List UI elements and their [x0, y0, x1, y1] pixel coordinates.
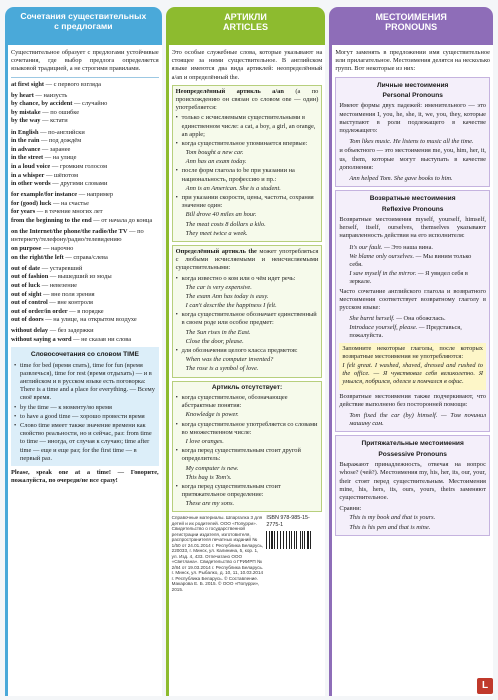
- phrase-en: on the Internet/the phone/the radio/the TV: [11, 228, 128, 236]
- phrase-ru: на улице, на открытом воздухе: [53, 316, 137, 324]
- definite-article-box: [172, 245, 323, 378]
- rule-example: This bag is Tom's.: [185, 473, 232, 481]
- compare-example: This is my book and that is yours.: [349, 514, 436, 522]
- barcode-block: [266, 515, 322, 592]
- column-body: [5, 45, 162, 696]
- reflexive-text-3: Возвратные местоимения также подчеркивают, что действие выполнено без посторонней помощи:: [339, 392, 486, 408]
- phrase-ru: вне контроля: [57, 299, 93, 307]
- example-ru: Представься, пожалуйста.: [349, 324, 462, 340]
- phrase-en: by heart: [11, 91, 34, 99]
- rule-item: • когда перед существительным стоит другой определитель:: [176, 447, 319, 463]
- possessive-title: Притяжательные местоимения: [361, 440, 464, 448]
- personal-text: Имеют формы двух падежей: именительного — это местоимения I, you, he, she, it, we, you, they, которые выступают в роли подлежащего в качестве подлежащего:: [339, 102, 486, 134]
- phrase-row: out of sight — вне поля зрения: [11, 290, 95, 298]
- phrase-groups: [11, 81, 159, 345]
- rule-example: Knowledge is power.: [185, 411, 239, 419]
- possessive-pronouns-box: [335, 435, 490, 535]
- phrase-row: on purpose — нарочно: [11, 245, 74, 253]
- example-row: Introduce yourself, please. — Представься, пожалуйста.: [349, 324, 462, 340]
- phrase-ru: наизусть: [43, 91, 68, 99]
- phrase-group: [11, 327, 159, 344]
- phrase-ru: под дождём: [49, 137, 82, 145]
- phrase-row: out of order/in order — в порядке: [11, 307, 104, 315]
- possessive-text: Выражают принадлежность, отвечая на вопрос whose? (чей?). Местоимения my, his, her, its, our, your, their стоят перед существительным. Местоимения mine, his, hers, its, ours, yours, theirs заменяют существительное.: [339, 461, 486, 501]
- example-ru: Я увидел себя в зеркале.: [349, 270, 468, 286]
- phrase-ru: кстати: [50, 117, 68, 125]
- reflexive-examples: [339, 244, 486, 287]
- phrase-row: for (good) luck — на счастье: [11, 199, 89, 207]
- column-header-pronouns: [329, 7, 493, 45]
- phrase-group: [11, 265, 159, 325]
- zero-title: Артикль отсутствует:: [211, 383, 283, 391]
- rule-example: Tom bought a new car.: [185, 149, 244, 157]
- phrase-row: in a whisper — шёпотом: [11, 171, 79, 179]
- phrase-row: in a loud voice — громким голосом: [11, 162, 108, 170]
- phrase-group: [11, 81, 159, 89]
- phrase-ru: в порядке: [77, 307, 104, 315]
- phrase-ru: по-английски: [48, 128, 85, 136]
- phrase-row: for example/for instance — например: [11, 191, 114, 199]
- phrase-en: by chance, by accident: [11, 100, 73, 108]
- compare-label: Сравни:: [339, 505, 362, 513]
- rule-example: The rose is a symbol of love.: [185, 365, 259, 373]
- remember-example: I felt great. I washed, shaved, dressed and rushed to the office. — Я чувствовал себя великолепно. Я умылся, побрился, оделся и помчался в офис.: [342, 362, 483, 386]
- column-title-line2: ARTICLES: [223, 22, 268, 33]
- phrase-group: [11, 129, 159, 189]
- phrase-ru: по интернету/телефону/радио/телевидению: [11, 228, 144, 244]
- rule-example: When was the computer invented?: [185, 356, 274, 364]
- phrase-en: from the beginning to the end: [11, 217, 92, 225]
- time-item: • to have a good time — хорошо провести время: [14, 413, 156, 421]
- phrase-en: without delay: [11, 327, 49, 335]
- phrase-ru: на счастье: [60, 199, 89, 207]
- rule-example: Ann has an exam today.: [185, 158, 247, 166]
- phrase-en: by the way: [11, 117, 41, 125]
- phrase-ru: нарочно: [50, 245, 74, 253]
- phrase-group: [11, 228, 159, 262]
- phrase-ru: случайно: [82, 100, 108, 108]
- phrase-row: at first sight — с первого взгляда: [11, 80, 101, 88]
- phrase-en: in the rain: [11, 137, 40, 145]
- divider: [11, 77, 159, 78]
- phrase-ru: без задержки: [57, 327, 94, 335]
- example-en: We blame only ourselves.: [349, 252, 415, 260]
- rule-example: The exam Ann has today is easy.: [185, 292, 269, 300]
- phrase-en: out of order/in order: [11, 307, 68, 315]
- phrase-en: for (good) luck: [11, 199, 52, 207]
- rule-item: • после форм глагола to be при указании на национальность, профессию и пр.:: [176, 167, 319, 183]
- phrase-ru: заранее: [49, 145, 71, 153]
- example-row: She burnt herself. — Она обожглась.: [349, 315, 446, 323]
- example-row: We blame only ourselves. — Мы виним только себя.: [349, 252, 472, 268]
- rule-item: • когда перед существительным стоит притяжательное определение:: [176, 483, 319, 499]
- def-note: может употребляться с любыми исчисляемыми и неисчисляемыми существительными:: [175, 247, 319, 272]
- phrase-group: [11, 92, 159, 126]
- phrase-row: out of fashion — вышедший из моды: [11, 273, 112, 281]
- personal-text-2: и объектного — это местоимения me, you, him, her, it, us, them, которые могут выступать в качестве дополнения:: [339, 147, 486, 171]
- time-item: • time for bed (время спать), time for fun (время развлечься), time for rest (время отдыхать) — и в английском и в русском языке есть поговорка: There is a time and a place for everything. — Всему своё время.: [14, 362, 156, 403]
- rule-item: • когда известно о ком или о чём идет речь:: [176, 275, 319, 283]
- phrase-row: out of luck — невезение: [11, 281, 77, 289]
- phrase-ru: справа/слева: [73, 253, 108, 261]
- phrase-row: on the Internet/the phone/the radio/the TV — по интернету/телефону/радио/телевидению: [11, 228, 144, 244]
- indef-title: Неопределённый артикль a/an: [175, 87, 284, 95]
- def-title: Определённый артикль the: [175, 247, 257, 255]
- reflexive-pronouns-box: [335, 190, 490, 432]
- def-list: [176, 275, 319, 374]
- time-section: [11, 347, 159, 466]
- phrase-row: in the rain — под дождём: [11, 137, 82, 145]
- rule-example: The Sun rises in the East.: [185, 328, 251, 336]
- phrase-ru: в течение многих лет: [44, 208, 103, 216]
- rule-item: • для обозначения целого класса предметов:: [176, 347, 319, 355]
- example-ru: Мы виним только себя.: [349, 252, 472, 268]
- phrase-ru: громким голосом: [59, 162, 108, 170]
- example-en: She burnt herself.: [349, 315, 395, 323]
- phrase-en: in other words: [11, 180, 51, 188]
- column-title-line1: МЕСТОИМЕНИЯ: [375, 12, 447, 22]
- time-list: [14, 362, 156, 463]
- phrase-ru: другими словами: [60, 180, 108, 188]
- phrase-en: in advance: [11, 145, 41, 153]
- rule-item: • при указании скорости, цены, частоты, сохраняя значение один:: [176, 194, 319, 210]
- remember-note: [339, 343, 486, 390]
- indef-list: [176, 114, 319, 238]
- phrase-en: by mistake: [11, 108, 41, 116]
- rule-example: The meat costs 8 dollars a kilo.: [185, 220, 266, 228]
- zero-list: [176, 394, 319, 508]
- personal-title-en: Personal Pronouns: [382, 92, 443, 99]
- rule-item: • когда существительное употребляется со словами во множественном числе:: [176, 421, 319, 437]
- column-noun-prepositions: [5, 7, 162, 696]
- reflexive-examples-2: [339, 315, 486, 341]
- imprint-text: Справочные материалы. Шпаргалка 3 для детей и их родителей. ООО «Попурри». Свидетельство о государственной регистрации издателя, изготовителя, распространителя печатных изданий № 1/50 от 24.01.2014 г. Республика Беларусь, 220033, г. Минск, ул. Калинина, 5, кор. 1, ул. Изд. 4, 433. Отпечатано ООО «Светлана». Свидетельство о ГРИИРП № 2/84 от 19.03.2014 г. Республика Беларусь. г. Минск, ул. Рыбалко, д. 10, 11, 10.03.2014 г. Республика Беларусь. © Составление. Макарова Е. Б. 2015. © ООО «Попурри», 2015.: [171, 515, 264, 592]
- intro-text: Существительное образует с предлогами устойчивые сочетания, где выбор предлога определяется языковой традицией, а не строгими правилами.: [11, 49, 159, 73]
- phrase-row: in English — по-английски: [11, 128, 85, 136]
- phrase-row: by the way — кстати: [11, 117, 68, 125]
- reflexive-text: Возвратные местоимения myself, yourself, himself, herself, itself, ourselves, themselves указывают направленность действия на его исполнителя:: [339, 216, 486, 240]
- personal-title: Личные местоимения: [376, 81, 449, 89]
- column-pronouns: [329, 7, 493, 696]
- phrase-row: without saying a word — не сказав ни слова: [11, 336, 132, 344]
- phrase-row: by mistake — по ошибке: [11, 108, 80, 116]
- phrase-en: on the right/the left: [11, 253, 64, 261]
- rule-item: • только с исчисляемыми существительными в единственном числе: a cat, a boy, a girl, an orange, an apple;: [176, 114, 319, 139]
- phrase-row: in the street — на улице: [11, 154, 77, 162]
- example-en: I saw myself in the mirror.: [349, 270, 417, 278]
- example-row: I saw myself in the mirror. — Я увидел себя в зеркале.: [349, 270, 468, 286]
- rule-example: My computer is new.: [185, 464, 239, 472]
- phrase-row: out of doors — на улице, на открытом воздухе: [11, 316, 137, 324]
- phrase-row: out of control — вне контроля: [11, 299, 93, 307]
- column-body: [166, 45, 326, 696]
- rule-example: These are my sons.: [185, 500, 235, 508]
- time-item: • Слово time имеет также значение времени как свойство реальности, но и сейчас, раз: from time to time — иногда, от случая к случаю; time after time — еще и еще раз; for the first time — в первый раз.: [14, 422, 156, 463]
- phrase-row: by heart — наизусть: [11, 91, 68, 99]
- phrase-ru: на улице: [52, 154, 77, 162]
- example-en: Introduce yourself, please.: [349, 324, 418, 332]
- intro-text: Это особые служебные слова, которые указывают на стоящее за ними существительное. В английском языке имеются два вида артиклей: неопределённый a/an и определённый the.: [171, 49, 323, 81]
- reflexive-title: Возвратные местоимения: [369, 195, 456, 203]
- phrase-ru: например: [86, 191, 114, 199]
- phrase-en: in a loud voice: [11, 162, 51, 170]
- isbn-text: ISBN 978-985-15-2775-1: [266, 515, 310, 529]
- personal-example-2: Ann helped Tom. She gave books to him.: [349, 174, 453, 182]
- time-heading: Словосочетания со словом TIME: [30, 351, 139, 359]
- example-ru: Она обожглась.: [403, 315, 446, 323]
- phrase-en: for example/for instance: [11, 191, 78, 199]
- compare-examples: [339, 514, 486, 531]
- rule-example: I love oranges.: [185, 437, 224, 445]
- barcode-image: [266, 531, 322, 549]
- column-articles: [166, 7, 326, 696]
- phrase-en: out of control: [11, 299, 48, 307]
- phrase-ru: вне поля зрения: [51, 290, 95, 298]
- rule-example: Bill drove 40 miles an hour.: [185, 211, 257, 219]
- intro-text: Могут заменять в предложении имя существительное или прилагательное. Местоимения делятся на несколько групп. Вот некоторые из них:: [335, 49, 490, 73]
- reflexive-text-2: Часто сочетание английского глагола и возвратного местоимения соответствует возвратному глаголу в русском языке:: [339, 287, 486, 311]
- rule-example: The car is very expensive.: [185, 283, 252, 291]
- indef-note: (а по происхождению он связан со словом one — один) употребляется:: [175, 87, 319, 112]
- phrase-en: in the street: [11, 154, 44, 162]
- phrase-en: for years: [11, 208, 36, 216]
- personal-pronouns-box: [335, 77, 490, 188]
- rule-example: Close the door, please.: [185, 337, 244, 345]
- compare-example: This is his pen and that is mine.: [349, 523, 431, 531]
- footer-phrase: Please, speak one at a time! — Говорите, пожалуйста, по очереди/не все сразу!: [11, 468, 159, 485]
- personal-example-1: Tom likes music. He listens to music all the time.: [349, 138, 474, 146]
- phrase-ru: шёпотом: [53, 171, 79, 179]
- example-en: It's our fault.: [349, 243, 383, 251]
- column-body: [329, 45, 493, 696]
- rule-example: Ann is an American. She is a student.: [185, 184, 281, 192]
- phrase-row: by chance, by accident — случайно: [11, 100, 108, 108]
- column-header-articles: [166, 7, 326, 45]
- phrase-row: without delay — без задержки: [11, 327, 94, 335]
- reflexive-example-3: Tom fixed the car (by) himself. — Том починил машину сам.: [349, 411, 486, 428]
- phrase-row: for years — в течение многих лет: [11, 208, 103, 216]
- rule-example: I can't describe the happiness I felt.: [185, 302, 277, 310]
- phrase-en: in a whisper: [11, 171, 45, 179]
- column-title-line1: АРТИКЛИ: [224, 12, 267, 22]
- rule-example: They meet twice a week.: [185, 229, 248, 237]
- column-header-prepositions: [5, 7, 162, 45]
- reflexive-title-en: Reflexive Pronouns: [381, 205, 444, 213]
- zero-article-box: [172, 381, 323, 513]
- phrase-en: on purpose: [11, 245, 42, 253]
- rule-item: • когда существительное упоминается впервые:: [176, 140, 319, 148]
- possessive-title-en: Possessive Pronouns: [378, 450, 447, 458]
- phrase-en: out of sight: [11, 290, 42, 298]
- phrase-ru: с первого взгляда: [53, 80, 101, 88]
- phrase-row: from the beginning to the end — от начала до конца: [11, 217, 153, 225]
- phrase-ru: от начала до конца: [101, 217, 153, 225]
- phrase-en: out of luck: [11, 281, 41, 289]
- phrase-row: on the right/the left — справа/слева: [11, 253, 108, 261]
- example-row: It's our fault. — Это наша вина.: [349, 243, 434, 251]
- phrase-ru: устаревший: [49, 264, 83, 272]
- phrase-row: in other words — другими словами: [11, 180, 108, 188]
- barcode-bar: [312, 531, 313, 549]
- rule-item: • когда существительное, обозначающее абстрактные понятия:: [176, 394, 319, 410]
- example-ru: Это наша вина.: [391, 243, 434, 251]
- phrase-en: without saying a word: [11, 336, 72, 344]
- phrase-en: out of doors: [11, 316, 44, 324]
- column-title-line2: PRONOUNS: [385, 22, 438, 33]
- imprint-row: [172, 515, 323, 592]
- remember-text: Запомните некоторые глаголы, после которых возвратные местоимения не употребляются:: [342, 344, 483, 360]
- phrase-row: in advance — заранее: [11, 145, 71, 153]
- column-title-line2: с предлогами: [54, 20, 113, 31]
- publisher-logo: L: [477, 678, 493, 694]
- phrase-en: at first sight: [11, 80, 45, 88]
- phrase-ru: невезение: [49, 281, 77, 289]
- phrase-en: out of date: [11, 264, 41, 272]
- phrase-row: out of date — устаревший: [11, 264, 83, 272]
- time-item: • by the time — к моменту/во время: [14, 404, 156, 412]
- phrase-en: in English: [11, 128, 39, 136]
- phrase-en: out of fashion: [11, 273, 49, 281]
- phrase-ru: не сказав ни слова: [81, 336, 132, 344]
- phrase-ru: вышедший из моды: [57, 273, 112, 281]
- column-title-line1: Сочетания существительных: [20, 11, 147, 21]
- phrase-group: [11, 191, 159, 225]
- rule-item: • когда существительное обозначает единственный в своем роде или особое предмет:: [176, 311, 319, 327]
- phrase-ru: по ошибке: [50, 108, 80, 116]
- indefinite-article-box: [172, 85, 323, 242]
